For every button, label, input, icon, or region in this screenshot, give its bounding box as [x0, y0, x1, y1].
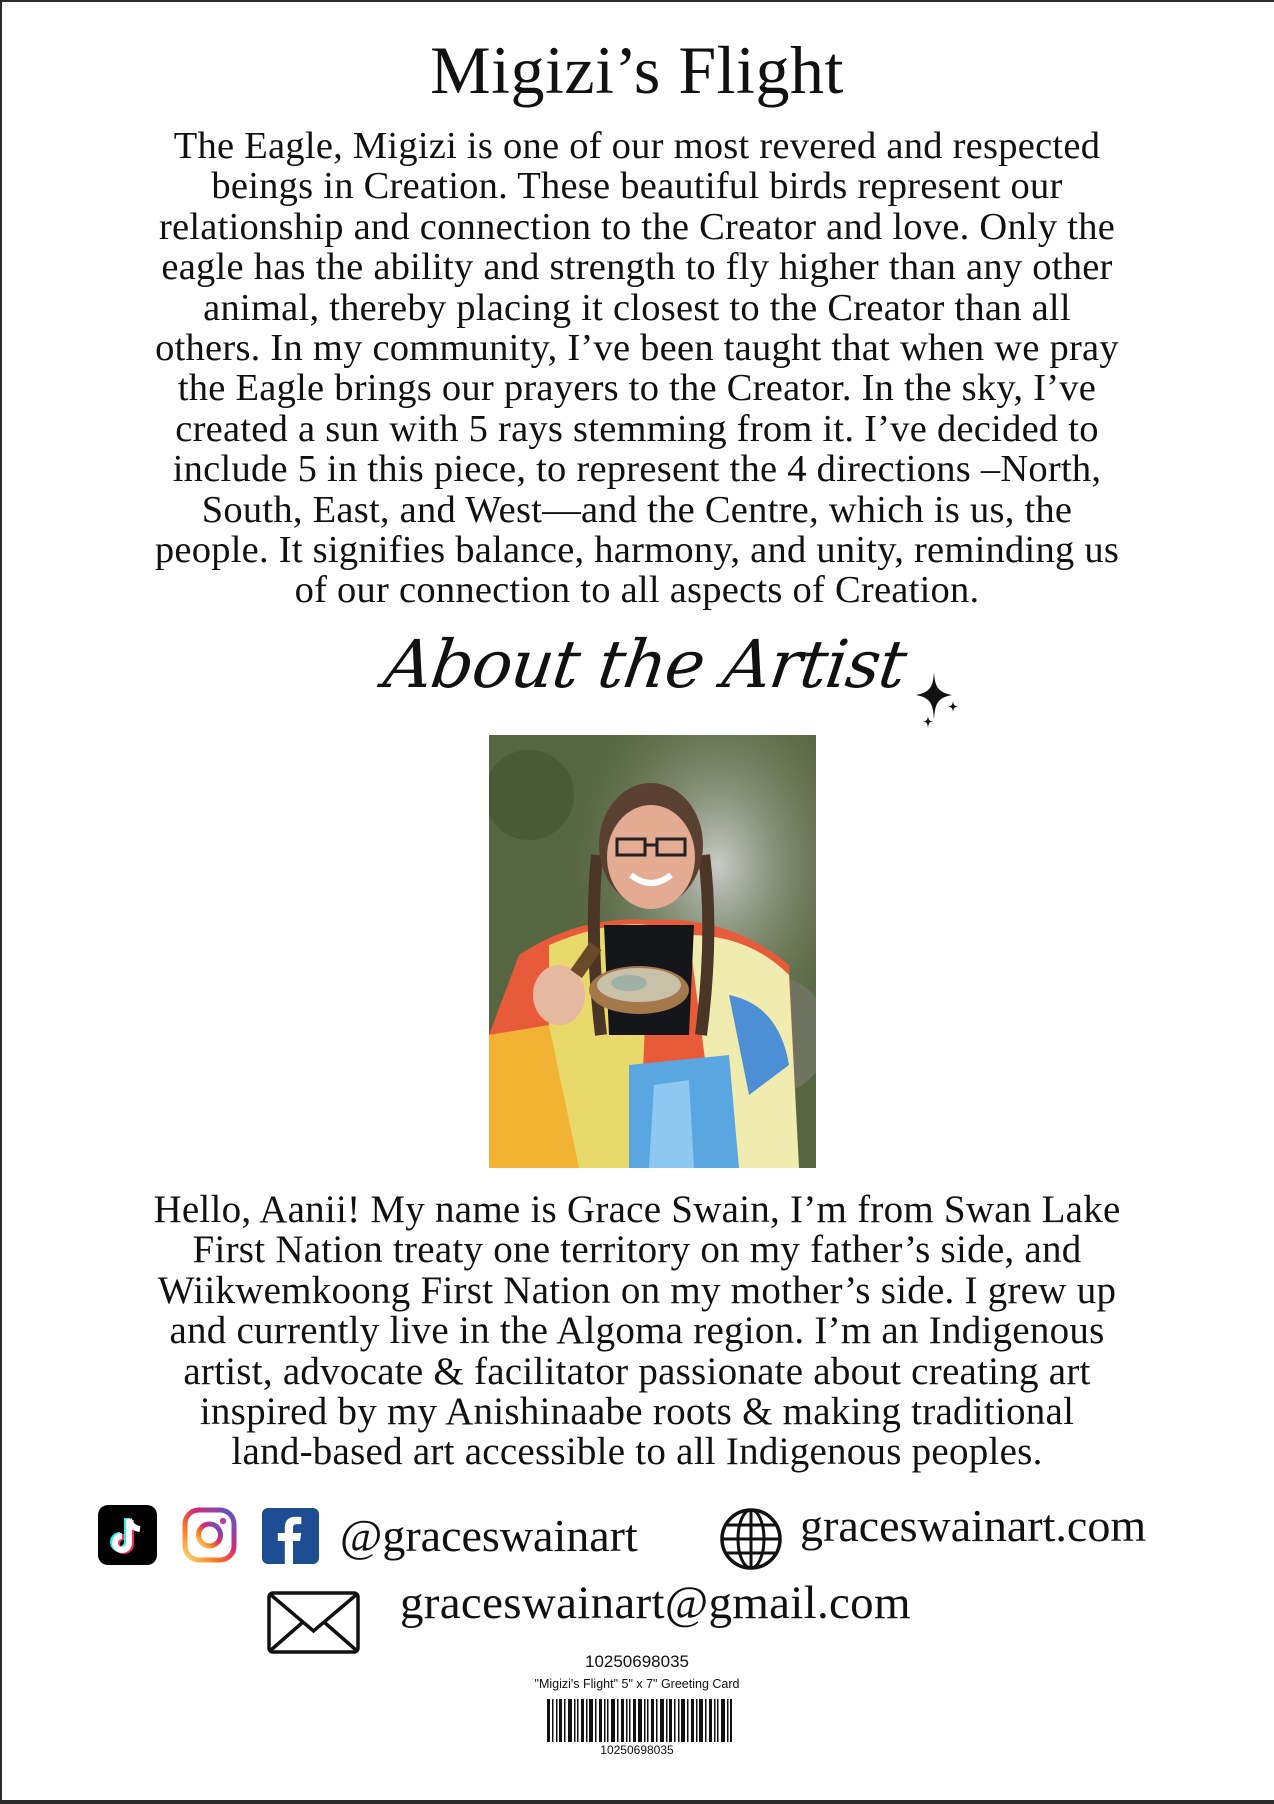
bio-line: Hello, Aanii! My name is Grace Swain, I’m from Swan Lake [153, 1188, 1121, 1231]
story-line: include 5 in this piece, to represent the 4 directions –North, [172, 448, 1102, 491]
bio-line: Wiikwemkoong First Nation on my mother’s side. I grew up [157, 1268, 1117, 1312]
about-artist-heading: About the Artist [379, 626, 911, 703]
tiktok-icon[interactable] [98, 1505, 157, 1565]
barcode [547, 1699, 732, 1742]
barcode-number: 10250698035 [600, 1743, 674, 1757]
bio-line: First Nation treaty one territory on my father’s side, and [192, 1228, 1082, 1272]
bio-line: and currently live in the Algoma region. I’m an Indigenous [169, 1309, 1105, 1353]
envelope-icon[interactable] [267, 1591, 360, 1654]
story-line: relationship and connection to the Creator and love. Only the [158, 205, 1116, 248]
email-link[interactable]: graceswainart@gmail.com [400, 1577, 911, 1629]
artist-photo [489, 735, 816, 1168]
facebook-icon[interactable] [262, 1508, 319, 1564]
bio-line: inspired by my Anishinaabe roots & making traditional [199, 1389, 1075, 1433]
bio-line: land-based art accessible to all Indigenous peoples. [231, 1430, 1043, 1474]
card-title: Migizi’s Flight [430, 32, 844, 108]
instagram-icon[interactable] [180, 1505, 239, 1565]
story-line: people. It signifies balance, harmony, and unity, reminding us [154, 528, 1120, 571]
globe-icon[interactable] [719, 1507, 783, 1571]
story-paragraph [0, 126, 1274, 611]
artist-bio [0, 1190, 1274, 1473]
story-line: created a sun with 5 rays stemming from it. I’ve decided to [175, 407, 1099, 450]
bio-line: artist, advocate & facilitator passionate about creating art [183, 1349, 1091, 1393]
story-line: the Eagle brings our prayers to the Creator. In the sky, I’ve [177, 367, 1097, 410]
page-border-top [0, 0, 1274, 2]
story-line: South, East, and West—and the Centre, which is us, the [201, 488, 1073, 531]
sku-number: 10250698035 [584, 1652, 689, 1671]
story-line: of our connection to all aspects of Creation. [294, 569, 980, 612]
website-link[interactable]: graceswainart.com [800, 1500, 1147, 1551]
story-line: eagle has the ability and strength to fly higher than any other [161, 246, 1113, 289]
story-line: animal, thereby placing it closest to the Creator than all [203, 286, 1071, 329]
story-line: others. In my community, I’ve been taught that when we pray [155, 326, 1119, 369]
sparkle-icon [912, 668, 962, 732]
page-border-bottom [0, 1800, 1274, 1804]
product-caption: "Migizi's Flight" 5" x 7" Greeting Card [534, 1677, 740, 1691]
story-line: beings in Creation. These beautiful birds represent our [211, 165, 1063, 208]
story-line: The Eagle, Migizi is one of our most revered and respected [173, 125, 1101, 167]
social-handle[interactable]: @graceswainart [340, 1510, 638, 1561]
